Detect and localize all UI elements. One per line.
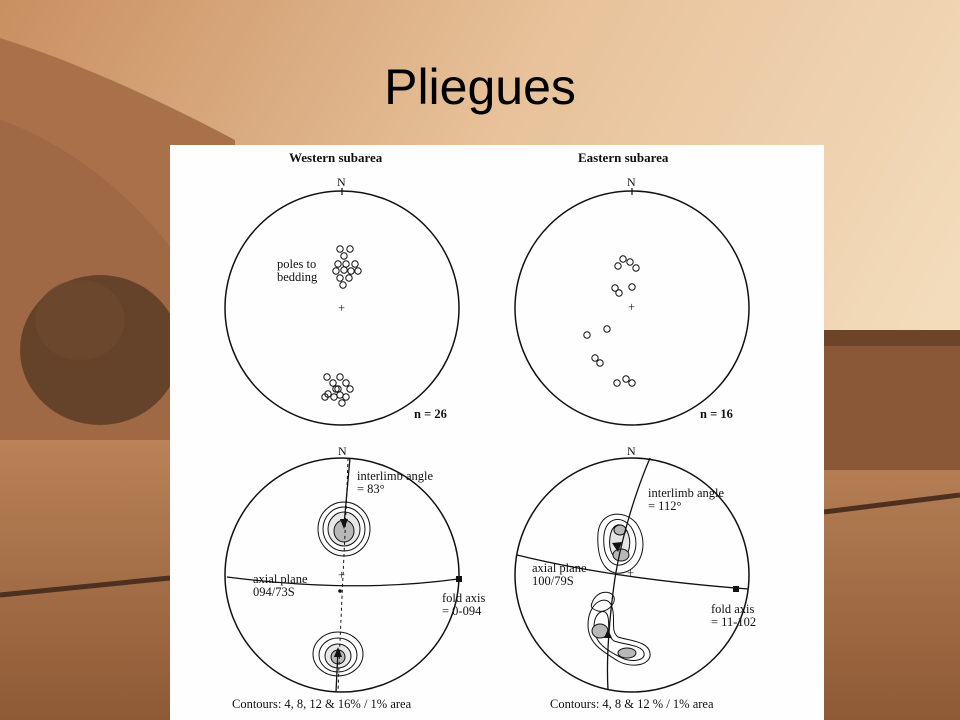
axial-plane-label-line2: 100/79S — [532, 574, 574, 588]
pole-marker — [629, 284, 635, 290]
heading-western: Western subarea — [289, 150, 383, 165]
fold-axis-marker — [733, 586, 739, 592]
pole-marker — [333, 268, 339, 274]
contour-cluster-south — [588, 592, 650, 665]
pole-marker — [330, 380, 336, 386]
stereonet-eastern-contours — [515, 444, 756, 711]
north-label: N — [338, 444, 347, 458]
slide-title: Pliegues — [384, 59, 576, 115]
stereonet-western-contours — [225, 444, 486, 711]
sample-count: n = 16 — [700, 407, 733, 421]
contours-caption: Contours: 4, 8, 12 & 16% / 1% area — [232, 697, 412, 711]
center-mark: + — [627, 566, 635, 580]
axial-plane-label-line1: axial plane — [253, 572, 308, 586]
pole-marker — [355, 268, 361, 274]
poles-label-line1: poles to — [277, 257, 317, 271]
pole-marker — [343, 261, 349, 267]
pole-marker — [343, 394, 349, 400]
pole-marker — [337, 246, 343, 252]
interlimb-label-line2: = 112° — [648, 499, 682, 513]
pole-marker — [627, 259, 633, 265]
pole-marker — [584, 332, 590, 338]
stereonet-western-poles — [225, 150, 459, 425]
pole-marker — [343, 380, 349, 386]
pole-marker — [620, 256, 626, 262]
north-label: N — [627, 175, 636, 189]
north-label: N — [337, 175, 346, 189]
stereonet-figure — [170, 145, 824, 720]
sample-count: n = 26 — [414, 407, 447, 421]
pole-marker — [346, 275, 352, 281]
bedding-poles — [584, 256, 639, 386]
interlimb-label-line1: interlimb angle — [357, 469, 434, 483]
pole-marker — [341, 253, 347, 259]
pole-marker — [616, 290, 622, 296]
fold-axis-label-line1: fold axis — [711, 602, 755, 616]
contours-caption: Contours: 4, 8 & 12 % / 1% area — [550, 697, 714, 711]
pole-marker — [348, 268, 354, 274]
heading-eastern: Eastern subarea — [578, 150, 669, 165]
fold-axis-marker — [456, 576, 462, 582]
bedding-poles-north — [333, 246, 361, 288]
pole-marker — [633, 265, 639, 271]
north-label: N — [627, 444, 636, 458]
fold-axis-label-line2: = 11-102 — [711, 615, 757, 629]
stereonet-eastern-poles — [515, 150, 749, 425]
pole-marker — [347, 246, 353, 252]
pole-marker — [324, 374, 330, 380]
center-mark: + — [338, 568, 346, 582]
center-mark: + — [338, 301, 346, 315]
fold-axis-label-line2: = 0-094 — [442, 604, 482, 618]
pole-marker — [341, 267, 347, 273]
pole-marker — [629, 380, 635, 386]
pole-marker — [339, 400, 345, 406]
pole-marker — [337, 374, 343, 380]
axial-plane-label-line2: 094/73S — [253, 585, 295, 599]
contour-core — [618, 648, 636, 658]
pole-marker — [352, 261, 358, 267]
pole-marker — [592, 355, 598, 361]
interlimb-label-line1: interlimb angle — [648, 486, 725, 500]
axial-plane-label-line1: axial plane — [532, 561, 587, 575]
pole-marker — [604, 326, 610, 332]
building — [824, 330, 960, 470]
center-mark: + — [628, 300, 636, 314]
axis-point — [338, 589, 342, 593]
pole-marker — [615, 263, 621, 269]
tree-crown — [35, 280, 125, 360]
bedding-poles-south — [322, 374, 353, 406]
poles-label-line2: bedding — [277, 270, 318, 284]
pole-marker — [623, 376, 629, 382]
fold-axis-label-line1: fold axis — [442, 591, 486, 605]
pole-marker — [340, 282, 346, 288]
pole-marker — [335, 261, 341, 267]
pole-marker — [337, 275, 343, 281]
pole-marker — [614, 380, 620, 386]
pole-marker — [347, 386, 353, 392]
interlimb-label-line2: = 83° — [357, 482, 385, 496]
pole-marker — [331, 394, 337, 400]
pole-marker — [337, 392, 343, 398]
pole-marker — [597, 360, 603, 366]
stereonet-figure-drawing — [170, 145, 824, 720]
contour-core — [613, 549, 629, 561]
building-roof — [824, 330, 960, 346]
